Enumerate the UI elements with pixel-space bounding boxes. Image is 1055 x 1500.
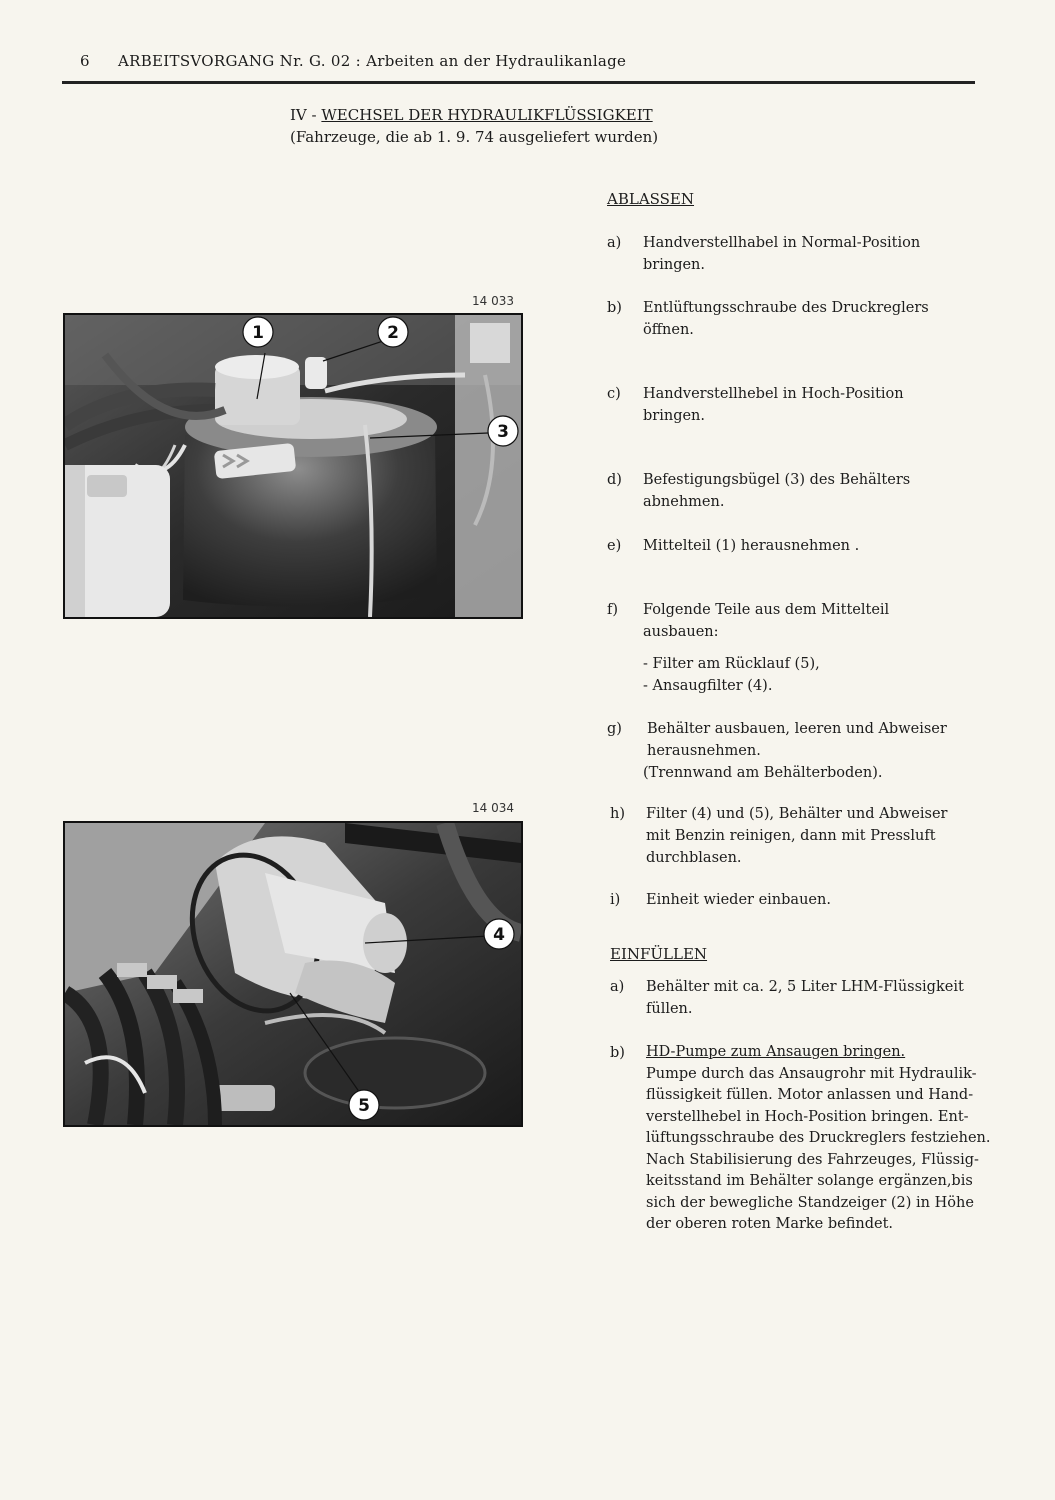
step-line: herausnehmen. xyxy=(647,743,761,759)
step-line: öffnen. xyxy=(643,322,694,338)
header-title: ARBEITSVORGANG Nr. G. 02 : Arbeiten an der Hydraulikanlage xyxy=(118,52,627,70)
step-line: durchblasen. xyxy=(646,850,742,866)
ablassen-step-c xyxy=(607,383,904,427)
step-label: a) xyxy=(607,235,622,251)
figure-2-photo xyxy=(63,821,523,1127)
section-title xyxy=(290,106,653,124)
ablassen-step-e xyxy=(607,535,859,557)
callout-5 xyxy=(348,1089,380,1125)
step-line: Entlüftungsschraube des Druckreglers xyxy=(643,300,929,316)
step-label: g) xyxy=(607,721,622,737)
step-title: HD-Pumpe zum Ansaugen bringen. xyxy=(646,1044,906,1060)
ablassen-step-b xyxy=(607,297,929,341)
callout-3-label: 3 xyxy=(497,422,509,442)
step-line: Handverstellhabel in Normal-Position xyxy=(643,235,921,251)
step-line: Befestigungsbügel (3) des Behälters xyxy=(643,472,911,488)
figure-1-number: 14 033 xyxy=(472,294,514,308)
callout-1 xyxy=(242,316,274,352)
step-line: der oberen roten Marke befindet. xyxy=(646,1216,894,1232)
ablassen-step-f-sublist xyxy=(643,653,820,697)
callout-4 xyxy=(483,918,515,954)
step-label: b) xyxy=(610,1045,625,1061)
header-rule xyxy=(62,81,975,84)
ablassen-step-h xyxy=(610,803,947,869)
step-line: Mittelteil (1) herausnehmen . xyxy=(643,538,860,554)
step-line: Folgende Teile aus dem Mittelteil xyxy=(643,602,890,618)
step-line: ausbauen: xyxy=(643,624,719,640)
step-line: (Trennwand am Behälterboden). xyxy=(643,765,883,781)
callout-5-label: 5 xyxy=(358,1096,370,1116)
einfuellen-step-b xyxy=(610,1042,991,1236)
section-prefix: IV - xyxy=(290,106,317,124)
step-label: a) xyxy=(610,979,625,995)
step-line: bringen. xyxy=(643,257,706,273)
ablassen-step-i xyxy=(610,889,831,911)
ablassen-step-f xyxy=(607,599,889,643)
step-label: c) xyxy=(607,386,621,402)
ablassen-step-g xyxy=(607,718,947,784)
step-line: füllen. xyxy=(646,1001,693,1017)
step-label: b) xyxy=(607,300,622,316)
sub-item: - Ansaugfilter (4). xyxy=(643,678,773,694)
step-line: flüssigkeit füllen. Motor anlassen und Hand- xyxy=(646,1087,974,1103)
ablassen-heading: ABLASSEN xyxy=(607,190,695,208)
step-label: f) xyxy=(607,602,619,618)
step-line: Behälter ausbauen, leeren und Abweiser xyxy=(647,721,947,737)
section-subtitle: (Fahrzeuge, die ab 1. 9. 74 ausgeliefert wurden) xyxy=(290,128,659,146)
step-line: verstellhebel in Hoch-Position bringen. Ent- xyxy=(646,1108,969,1125)
step-line: Filter (4) und (5), Behälter und Abweiser xyxy=(646,806,948,822)
step-line: Behälter mit ca. 2, 5 Liter LHM-Flüssigkeit xyxy=(646,979,964,995)
step-label: d) xyxy=(607,472,622,488)
ablassen-step-a xyxy=(607,232,920,276)
figure-2-number: 14 034 xyxy=(472,801,514,815)
figure-1-photo xyxy=(63,313,523,619)
page-number: 6 xyxy=(80,52,90,70)
callout-4-label: 4 xyxy=(493,925,505,945)
step-line: Pumpe durch das Ansaugrohr mit Hydraulik- xyxy=(646,1065,977,1082)
step-line: bringen. xyxy=(643,408,706,424)
step-line: Einheit wieder einbauen. xyxy=(646,892,831,908)
step-label: h) xyxy=(610,806,625,822)
ablassen-step-d xyxy=(607,469,910,513)
step-line: abnehmen. xyxy=(643,494,725,510)
einfuellen-heading: EINFÜLLEN xyxy=(610,945,708,963)
step-label: e) xyxy=(607,538,622,554)
callout-2 xyxy=(377,316,409,352)
sub-item: - Filter am Rücklauf (5), xyxy=(643,656,820,672)
callout-3 xyxy=(487,415,519,451)
page-header xyxy=(80,52,626,70)
step-line: keitsstand im Behälter solange ergänzen,bis xyxy=(646,1173,973,1189)
step-line: sich der bewegliche Standzeiger (2) in Höhe xyxy=(646,1194,974,1211)
step-line: Nach Stabilisierung des Fahrzeuges, Flüssig- xyxy=(646,1151,979,1168)
callout-2-label: 2 xyxy=(387,323,399,343)
einfuellen-step-a xyxy=(610,976,964,1020)
step-label: i) xyxy=(610,892,621,908)
section-title-text: WECHSEL DER HYDRAULIKFLÜSSIGKEIT xyxy=(321,106,653,124)
step-line: mit Benzin reinigen, dann mit Pressluft xyxy=(646,828,936,844)
step-line: Handverstellhebel in Hoch-Position xyxy=(643,386,904,402)
callout-1-label: 1 xyxy=(252,323,264,343)
step-line: lüftungsschraube des Druckreglers festziehen. xyxy=(646,1130,991,1146)
